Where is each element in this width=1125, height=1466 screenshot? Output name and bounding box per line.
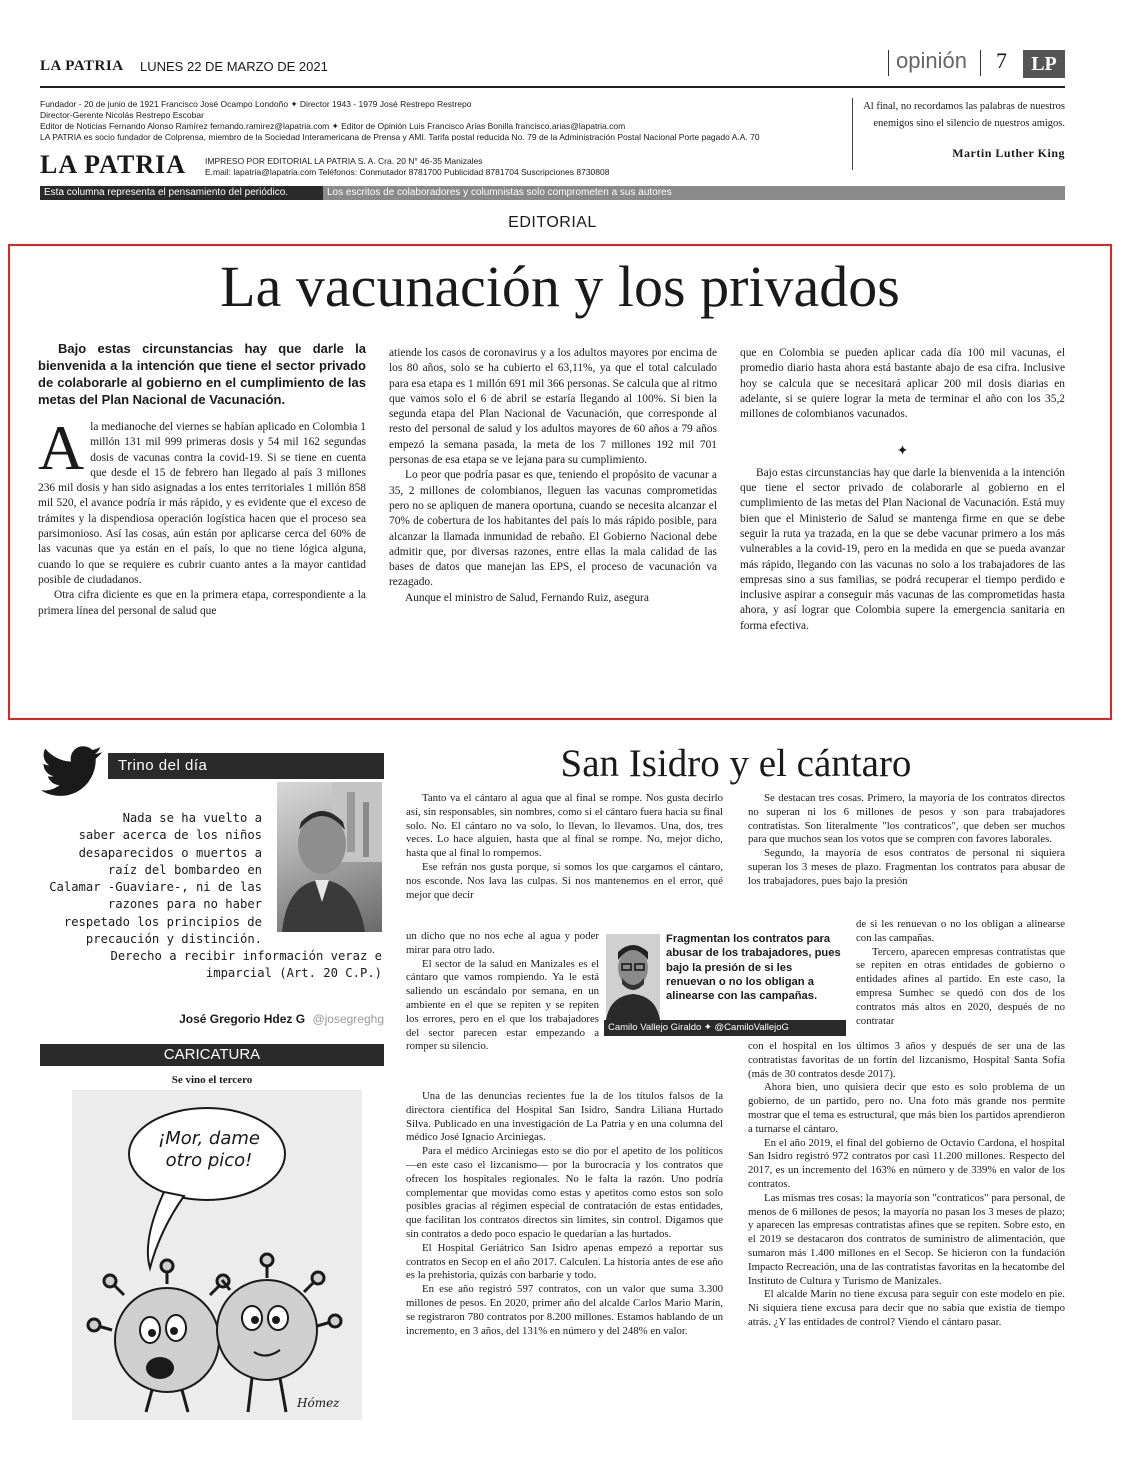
- column-paragraph: Se destacan tres cosas. Primero, la mayoría de los contratos directos no superan ni los 6 millones de pesos y son para trabajadores contratistas. Son literalmente "los contraticos", que deben ser muchos para que muchos sean los votos que se compren con favores laborales.: [748, 792, 1065, 846]
- cartoonist-signature: Hómez: [297, 1396, 340, 1410]
- credits-block: [40, 99, 840, 143]
- column-paragraph: Las mismas tres cosas: la mayoría son "contraticos" para personal, de menos de 6 millones de pesos; la mayoría no pasan los 3 meses de plazo; y aparecen las empresas contratistas afines que se repiten. Sobre esto, en el 2019 se destacaron dos contratos de suministro de alimentación, que sumaron más 1.400 millones en el Secop. Se hicieron con la fundación Impacto Recreación, una de las contratistas favoritas en la hecatombe del Instituto de Cultura y Turismo de Manizales.: [748, 1191, 1065, 1287]
- editorial-paragraph: Lo peor que podría pasar es que, teniendo el propósito de vacunar a 35, 2 millones de colombianos, lleguen las vacunas comprometidas pero no se apliquen de manera oportuna, cuando se necesita alcanzar el 70% de cobertura de los habitantes del país lo más rápido posible, para alcanzar la llamada inmunidad de rebaño. El Gobierno Nacional debe admitir que, por diversas razones, entre ellas la mala calidad de las bases de datos que manejan las EPS, el proceso de vacunación va rezagado.: [389, 469, 717, 589]
- printing-info: [205, 156, 609, 178]
- trino-line: imparcial (Art. 20 C.P.): [205, 966, 382, 981]
- column-paragraph: El sector de la salud en Manizales es el cántaro que vamos rompiendo. Ya le está saliendo un escándalo por semana, en un ambiente en el que se repiten y se repiten los errores, pero en el que los trabajadores del sector parecen estar empezando a romper su silencio.: [406, 957, 599, 1053]
- editorial-paragraph: que en Colombia se pueden aplicar cada día 100 mil vacunas, el promedio diario hasta ahora está bastante abajo de esa cifra. Inclusive hoy se calcula que se necesitará aplicar 200 mil dosis diarias en adelante, si se quiere lograr la meta de terminar el año con los 35,2 millones de colombianos vacunados.: [740, 347, 1065, 421]
- quote-divider: [852, 98, 853, 170]
- column-paragraph: Ahora bien, uno quisiera decir que esto es solo problema de un gobierno, de un partido, pero no. Una foto más grande nos permite mostrar que el tema es estructural, que más bien los partidos aprendieron a turnarse el cántaro.: [748, 1081, 1065, 1135]
- column-paragraph: con el hospital en los últimos 3 años y después de ser una de las contratistas favoritas de un fortín del lizcanismo, Hospital Santa Sofía (más de 30 contratos desde 2017).: [748, 1040, 1065, 1080]
- trino-line: saber acerca de los niños: [78, 828, 262, 843]
- byline-separator: ✦: [703, 1022, 712, 1033]
- trino-label: Trino del día: [108, 753, 384, 779]
- column-paragraph: Tercero, aparecen empresas contratistas que se repiten en otras entidades de gobierno o entidades afines al partido. En este caso, la empresa Sumhec se quedó con dos de los contratos más altos en 2020, después de no contratar: [856, 945, 1065, 1027]
- column-text-col1-top: [406, 792, 723, 902]
- columnist-handle: @CamiloVallejoG: [714, 1022, 789, 1033]
- column-paragraph: En el año 2019, el final del gobierno de Octavio Cardona, el hospital San Isidro registró 972 contratos por casi 11.200 millones. Respecto del 2017, es un incremento del 163% en número y de 339% en valor de los contratos.: [748, 1136, 1065, 1190]
- masthead: [40, 48, 1065, 86]
- logo-la-patria: LA PATRIA: [40, 150, 186, 179]
- column-paragraph: Ese refrán nos gusta porque, si somos los que cargamos el cántaro, nos esconde. Nos lava las culpas. Si nos mantenemos en el error, qué mejor que decir: [406, 860, 723, 901]
- caricatura-label: CARICATURA: [40, 1044, 384, 1066]
- speech-line: otro pico!: [165, 1150, 253, 1171]
- trino-line: razones para no haber: [107, 897, 262, 912]
- credits-editors: Editor de Noticias Fernando Alonso Ramírez fernando.ramirez@lapatria.com ✦ Editor de Opinión Luis Francisco Arias Bonilla francisco.arias@lapatria.com: [40, 121, 626, 131]
- trino-line: Derecho a recibir información veraz e: [110, 949, 382, 963]
- trino-line: raíz del bombardeo en: [107, 862, 262, 877]
- quote-text: Al final, no recordamos las palabras de nuestros enemigos sino el silencio de nuestros amigos.: [863, 101, 1065, 129]
- policy-bar-right: Los escritos de colaboradores y columnistas solo comprometen a sus autores: [323, 186, 1065, 200]
- column-paragraph: Una de las denuncias recientes fue la de los títulos falsos de la directora científica del Hospital San Isidro, Sandra Liliana Hurtado Silva. Publicado en una investigación de La Patria y en una columna del médico José Ignacio Arciniegas.: [406, 1090, 723, 1144]
- column-paragraph: Tanto va el cántaro al agua que al final se rompe. Nos gusta decirlo así, sin responsables, sin nombres, como si el cántaro fuera hacia su final solo. No. El cántaro no va solo, lo llevan, lo llevamos. Una, dos, tres veces. Lo hace alguien, hasta que al final se rompe. No, mejor dicho, hasta que al final lo rompemos.: [406, 792, 723, 860]
- speech-bubble-text: [144, 1128, 274, 1172]
- column-paragraph: Para el médico Arciniegas esto se dio por el apetito de los políticos —en este caso el lizcanismo— por la burocracia y los contratos que ofrecen los hospitales regionales. No le falta la razón. Uno podría complementar que movidas como estas y apetitos como estos son solo posibles gracias al régimen especial de contratación de estas entidades, que facilitan los contratos directos sin límites, sin control. Digamos que sin contratos a dedo poco espacio le quedarían a las hurtados.: [406, 1145, 723, 1240]
- ornament: ✦: [896, 444, 909, 460]
- editorial-paragraph: atiende los casos de coronavirus y a los adultos mayores por encima de los 80 años, solo se ha cubierto el 63,11%, ya que el total calculado para esa etapa es 1 millón 691 mil 366 personas. Se calcula que al ritmo que vamos solo el 6 de abril se estaría llegando al 100%. Si bien la segunda etapa del Plan Nacional de Vacunación, que corresponde al resto del personal de salud y los adultos mayores de 60 años a 79 años empezó la semana pasada, la meta de los 7 millones 192 mil 701 personas de esa etapa se ve lejana para su cumplimiento.: [389, 347, 718, 467]
- editorial-column-2: [389, 346, 717, 606]
- column-paragraph: En ese año registró 597 contratos, con un valor que suma 3.300 millones de pesos. En 2020, primer año del alcalde Carlos Mario Marín, se registraron 780 contratos por 8.200 millones. Estamos hablando de un incremento, en 3 años, del 131% en número y del 248% en valor.: [406, 1283, 723, 1337]
- editorial-paragraph: [38, 412, 366, 588]
- printed-by: IMPRESO POR EDITORIAL LA PATRIA S. A. Cra. 20 N° 46-35 Manizales: [205, 156, 483, 166]
- section-label-editorial: EDITORIAL: [508, 214, 597, 231]
- editorial-paragraph: Bajo estas circunstancias hay que darle la bienvenida a la intención que tiene el sector privado de colaborarle al gobierno en el cumplimiento de las metas del Plan Nacional de Vacunación. Está muy bien que el Ministerio de Salud se mantenga firme en que se debe seguir la ruta ya trazada, en la que se debe vacunar primero a los más vulnerables a la covid-19, pero en la medida en que se pueda avanzar más rápido, llegando con las vacunas no solo a los trabajadores de las empresas sino a sus familias, se podrá recuperar el tiempo perdido e inclusive aspirar a conseguir más vacunas de las comprometidas hasta ahora, y así lograr que Colombia supere la emergencia sanitaria en forma efectiva.: [740, 466, 1065, 632]
- policy-bar: [40, 186, 1065, 200]
- editorial-title: La vacunación y los privados: [220, 254, 900, 319]
- trino-text: [40, 810, 262, 948]
- trino-line: desaparecidos o muertos a: [78, 845, 262, 860]
- caricatura-cartoon: [72, 1090, 362, 1420]
- editorial-paragraph: Aunque el ministro de Salud, Fernando Ruiz, asegura: [405, 591, 649, 604]
- trino-handle: @josegreghg: [312, 1012, 384, 1026]
- pullquote-text: Fragmentan los contratos para abusar de los trabajadores, pues bajo la presión de si les renuevan o no los obligan a alinearse con las campañas.: [666, 933, 841, 1003]
- editorial-text: la medianoche del viernes se habían aplicado en Colombia 1 millón 131 mil 999 primeras dosis y 54 mil 162 segundas dosis de vacunas contra la covid-19. Si se tiene en cuenta que desde el 15 de febrero han llegado al país 3 millones 236 mil dosis y han sido asignadas a los entes territoriales 1 millón 858 mil 520, el avance podría ir más rápido, y es evidente que el exceso de trámites y la dispendiosa operación logística hacen que el proceso sea parsimonioso. Así las cosas, aún están por aplicarse cerca del 60% de las vacunas que ya están en el país, lo que no tiene lógica alguna, cuando lo que se requiere es cubrir cuanto antes a la mayor cantidad posible de ciudadanos.: [38, 421, 366, 586]
- page-number: 7: [996, 48, 1007, 73]
- trino-line: Nada se ha vuelto a: [122, 811, 262, 825]
- caricatura-caption: Se vino el tercero: [171, 1074, 253, 1086]
- column-title: San Isidro y el cántaro: [560, 742, 912, 785]
- dropcap: A: [38, 412, 85, 483]
- column-paragraph: Segundo, la mayoría de esos contratos de personal ni siquiera superan los 3 meses de plazo. Fragmentan los contratos para abusar de los trabajadores, pues bajo la presión: [748, 847, 1065, 887]
- pullquote-box: [604, 930, 846, 1038]
- credits-director: Director-Gerente Nicolás Restrepo Escobar: [40, 110, 204, 120]
- column-paragraph: El alcalde Marín no tiene excusa para seguir con este modelo en pie. Ni siquiera tiene excusa para decir que no sabía que existía de tiempo atrás. ¿Y las entidades de control? Viendo el cántaro pasar.: [748, 1288, 1065, 1328]
- trino-text-wide: [40, 948, 382, 983]
- column-text-col2-narrow: [856, 918, 1065, 1028]
- columnist-name: Camilo Vallejo Giraldo: [608, 1022, 702, 1033]
- speech-line: ¡Mor, dame: [157, 1128, 260, 1149]
- section-divider-right: [980, 50, 981, 76]
- column-paragraph: un dicho que no nos eche al agua y poder mirar para otro lado.: [406, 930, 599, 956]
- quote-author: Martin Luther King: [952, 146, 1065, 160]
- column-text-col2-top: [748, 792, 1065, 889]
- trino-author: José Gregorio Hdez G: [179, 1012, 306, 1026]
- columnist-byline: [604, 1020, 846, 1036]
- editorial-column-3: [740, 346, 1065, 634]
- editorial-column-1: [38, 340, 366, 619]
- editorial-paragraph: Otra cifra diciente es que en la primera etapa, correspondiente a la primera línea del personal de salud que: [38, 589, 366, 617]
- column-text-col1-narrow: [406, 930, 599, 1054]
- policy-bar-left: Esta columna representa el pensamiento del periódico.: [40, 186, 323, 200]
- twitter-bird-icon: [40, 746, 104, 801]
- credits-founders: Fundador - 20 de junio de 1921 Francisco José Ocampo Londoño ✦ Director 1943 - 1979 José Restrepo Restrepo: [40, 99, 472, 109]
- column-text-col1-bottom: [406, 1090, 723, 1338]
- trino-line: respetado los principios de: [63, 914, 262, 929]
- masthead-rule: [40, 86, 1065, 88]
- trino-line: Calamar -Guaviare-, ni de las: [49, 880, 262, 895]
- trino-author-photo: [277, 782, 382, 932]
- section-divider-left: [888, 50, 889, 76]
- trino-byline: [40, 1012, 384, 1026]
- lp-logo: LP: [1023, 50, 1065, 78]
- credits-membership: LA PATRIA es socio fundador de Colprensa, miembro de la Sociedad Interamericana de Prensa y AMI. Tarifa postal reducida No. 79 de la Administración Postal Nacional Porte pagado A.A. 70: [40, 132, 760, 142]
- column-paragraph: de si les renuevan o no los obligan a alinearse con las campañas.: [856, 918, 1065, 944]
- masthead-paper-name: LA PATRIA: [40, 58, 124, 74]
- editorial-lead: Bajo estas circunstancias hay que darle la bienvenida a la intención que tiene el sector privado de colaborarle al gobierno en el cumplimiento de las metas del Plan Nacional de Vacunación.: [38, 341, 366, 407]
- columnist-photo: [606, 934, 660, 1020]
- contact-info: E.mail: lapatria@lapatria.com Teléfonos: Conmutador 8781700 Publicidad 8781704 Suscripciones 8730808: [205, 167, 610, 177]
- trino-line: precaución y distinción.: [85, 932, 262, 947]
- section-name: opinión: [896, 48, 967, 73]
- masthead-date: LUNES 22 DE MARZO DE 2021: [140, 59, 328, 74]
- column-text-col2-bottom: [748, 1040, 1065, 1330]
- column-paragraph: El Hospital Geriátrico San Isidro apenas empezó a reportar sus contratos en Secop en el año 2017. Calculen. La historia antes de ese año es la prehistoria, quizás con barbarie y todo.: [406, 1241, 723, 1282]
